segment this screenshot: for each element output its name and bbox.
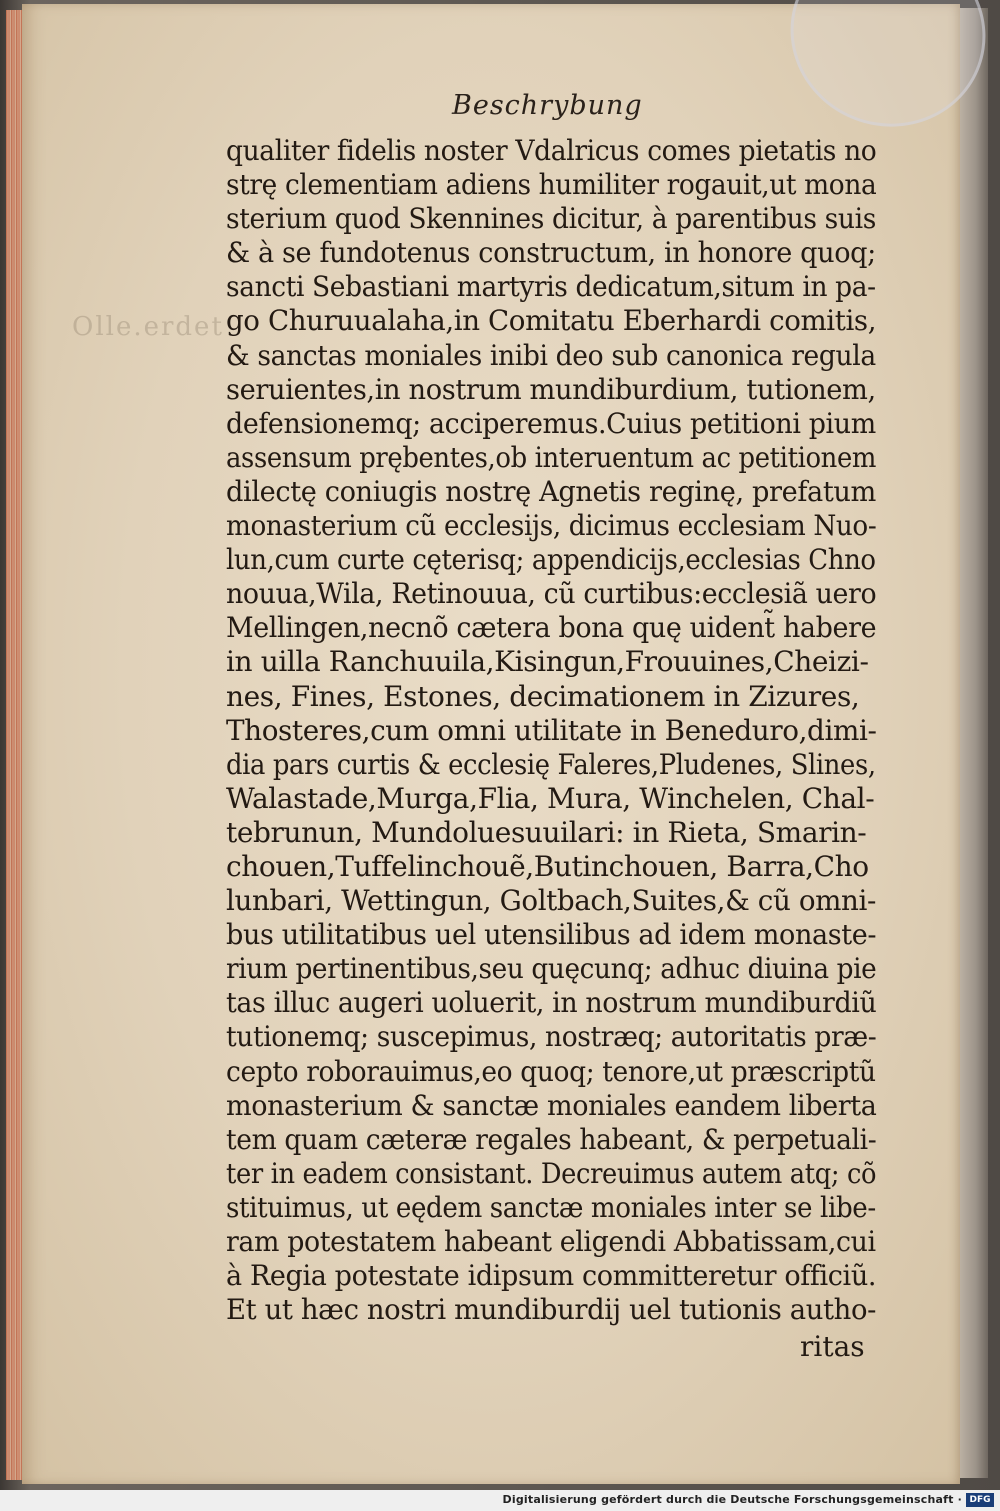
text-line: à Regia potestate idipsum committeretur officiũ.: [226, 1259, 877, 1293]
text-line: assensum prębentes,ob interuentum ac petitionem: [226, 440, 877, 474]
text-line: tem quam cæteræ regales habeant, & perpetuali-: [226, 1122, 877, 1156]
text-line: Thosteres,cum omni utilitate in Beneduro,dimi-: [226, 713, 877, 747]
text-line: tas illuc augeri uoluerit, in nostrum mundiburdiũ: [226, 986, 877, 1020]
text-line: sancti Sebastiani martyris dedicatum,situm in pa-: [226, 270, 876, 304]
text-line: Et ut hæc nostri mundiburdij uel tutionis autho-: [226, 1293, 876, 1327]
text-line: & sanctas moniales inibi deo sub canonica regula: [226, 338, 876, 372]
text-line: chouen,Tuffelinchouẽ,Butinchouen, Barra,Cho: [226, 849, 869, 883]
text-line: nes, Fines, Estones, decimationem in Zizures,: [226, 679, 860, 713]
text-line: Walastade,Murga,Flia, Mura, Winchelen, Chal-: [226, 781, 875, 815]
funding-credit: Digitalisierung gefördert durch die Deutsche Forschungsgemeinschaft ·: [502, 1493, 962, 1506]
text-line: rium pertinentibus,seu quęcunq; adhuc diuina pie: [226, 952, 877, 986]
text-line: go Churuualaha,in Comitatu Eberhardi comitis,: [226, 304, 877, 338]
text-line: defensionemq; acciperemus.Cuius petitioni pium: [226, 406, 876, 440]
catchword: ritas: [800, 1330, 865, 1363]
dfg-logo: DFG: [966, 1493, 994, 1507]
text-line: dia pars curtis & ecclesię Faleres,Pludenes, Slines,: [226, 747, 876, 781]
text-line: ter in eadem consistant. Decreuimus autem atq; cõ: [226, 1156, 877, 1190]
text-line: dilectę coniugis nostrę Agnetis reginę, prefatum: [226, 474, 876, 508]
footer-bar: [0, 1490, 1000, 1511]
text-line: in uilla Ranchuuila,Kisingun,Frouuines,Cheizi-: [226, 645, 869, 679]
text-line: strę clementiam adiens humiliter rogauit,ut mona: [226, 168, 877, 202]
text-line: tebrunun, Mundoluesuuilari: in Rieta, Smarin-: [226, 815, 867, 849]
text-line: bus utilitatibus uel utensilibus ad idem monaste-: [226, 918, 877, 952]
bleed-through-text: Olle.erdet: [72, 312, 224, 342]
page-edge-right: [958, 8, 988, 1478]
text-line: stituimus, ut eędem sanctæ moniales inter se libe-: [226, 1190, 876, 1224]
text-line: cepto roborauimus,eo quoq; tenore,ut præscriptũ: [226, 1054, 876, 1088]
running-head: Beschrybung: [452, 90, 643, 121]
text-line: seruientes,in nostrum mundiburdium, tutionem,: [226, 372, 876, 406]
text-line: & à se fundotenus constructum, in honore quoq;: [226, 236, 876, 270]
text-line: qualiter fidelis noster Vdalricus comes pietatis no: [226, 134, 877, 167]
text-line: tutionemq; suscepimus, nostræq; autoritatis præ-: [226, 1020, 877, 1054]
text-line: monasterium & sanctæ moniales eandem liberta: [226, 1088, 877, 1122]
text-line: nouua,Wila, Retinouua, cũ curtibus:ecclesiã uero: [226, 577, 877, 611]
body-text: [226, 134, 876, 1327]
text-line: lunbari, Wettingun, Goltbach,Suites,& cũ omni-: [226, 884, 876, 918]
text-line: monasterium cũ ecclesijs, dicimus ecclesiam Nuo-: [226, 509, 877, 543]
text-line: lun,cum curte cęterisq; appendicijs,ecclesias Chno: [226, 543, 876, 577]
text-line: sterium quod Skennines dicitur, à parentibus suis: [226, 202, 876, 236]
text-line: Mellingen,necnõ cætera bona quę uident̃ habere: [226, 611, 877, 645]
text-line: ram potestatem habeant eligendi Abbatissam,cui: [226, 1225, 876, 1258]
